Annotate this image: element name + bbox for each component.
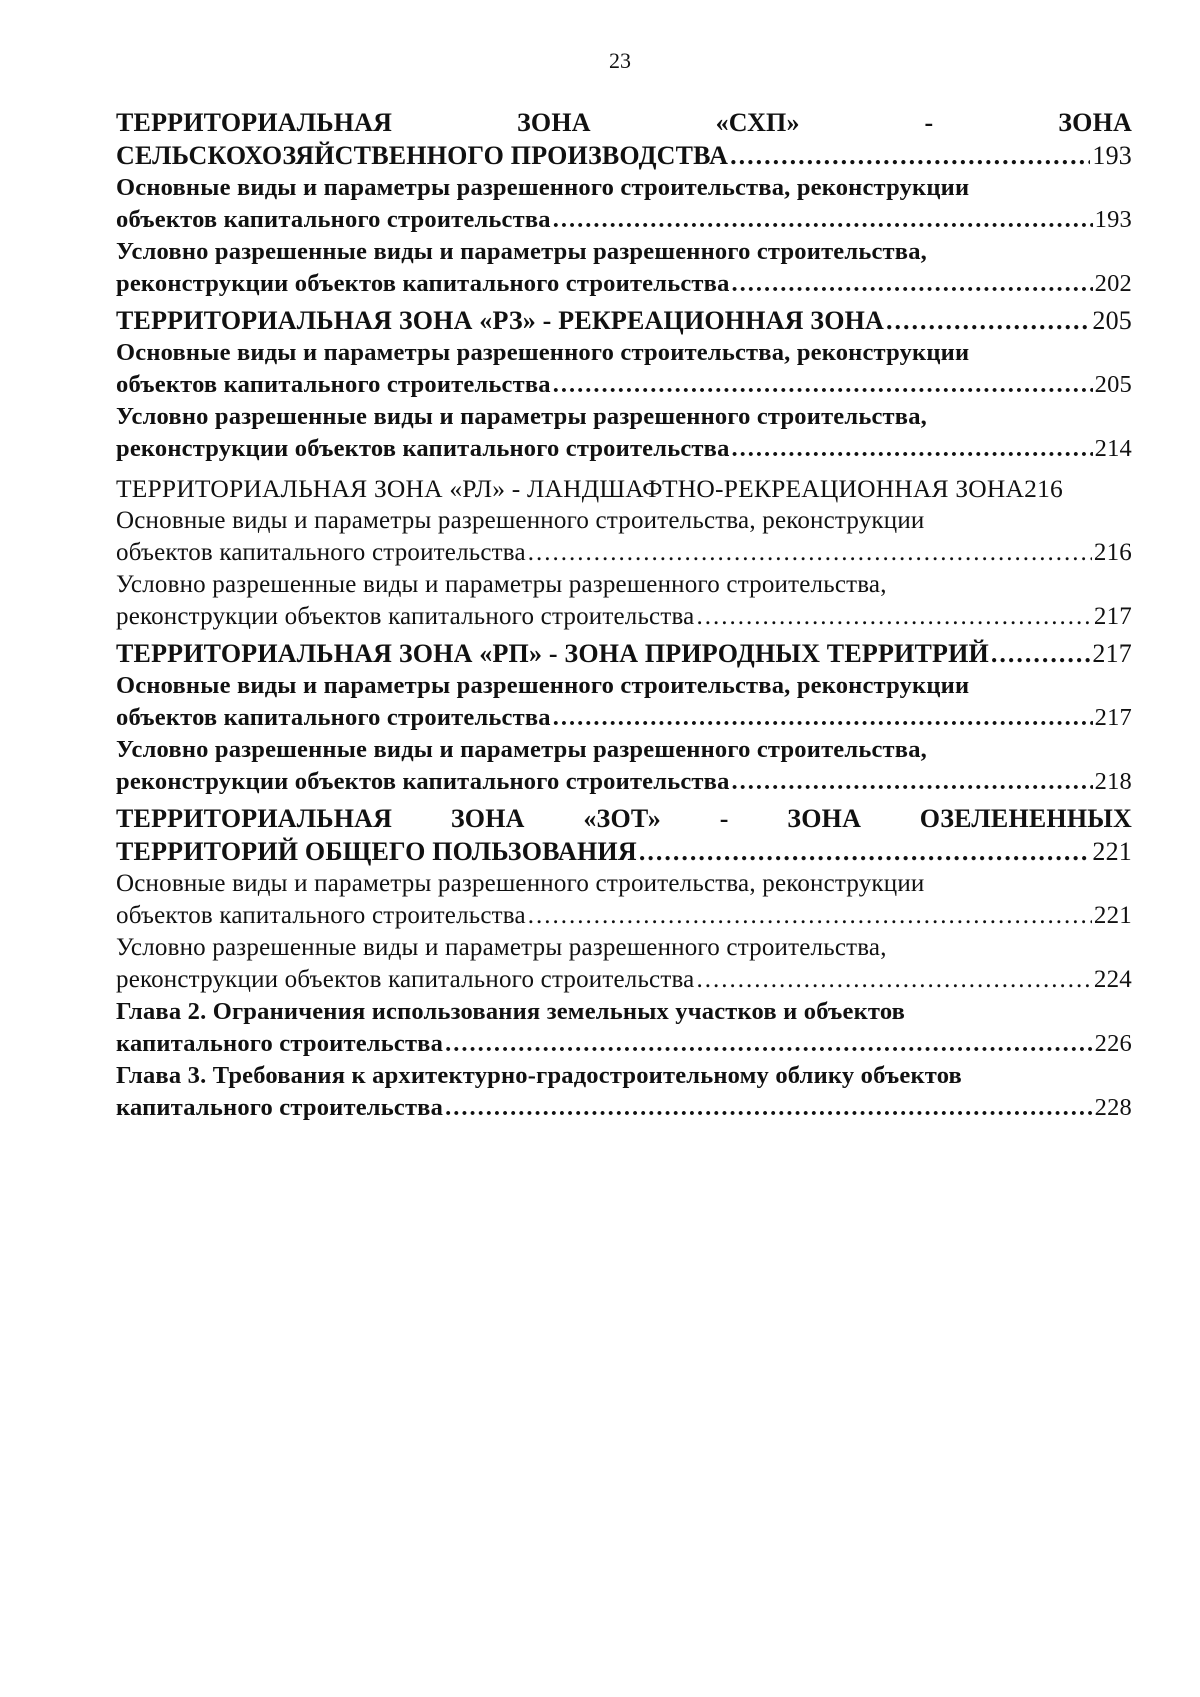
dot-leader: [445, 1028, 1093, 1060]
toc-page-number: 228: [1094, 1094, 1132, 1121]
toc-entry-lead: [116, 802, 1132, 835]
dot-leader: [696, 601, 1091, 633]
dot-leader: [732, 433, 1093, 465]
toc-entry-inline: ТЕРРИТОРИАЛЬНАЯ ЗОНА «РЛ» - ЛАНДШАФТНО-РЕКРЕАЦИОННАЯ ЗОНА216: [116, 474, 1063, 503]
lead-word: -: [924, 108, 934, 137]
toc-entry-lead: [116, 106, 1132, 139]
toc-entry-tail: реконструкции объектов капитального строительства: [116, 270, 730, 297]
dot-leader: [528, 537, 1092, 569]
toc-entry-lead: Условно разрешенные виды и параметры разрешенного строительства,: [116, 736, 927, 763]
dot-leader: [553, 204, 1093, 236]
page-number: 23: [609, 48, 631, 73]
toc-entry-chapter-2[interactable]: [116, 996, 1132, 1060]
toc-page-number: 205: [1092, 306, 1132, 335]
lead-word: ЗОНА: [1058, 108, 1132, 137]
dot-leader: [528, 900, 1092, 932]
toc-entry-lead: Условно разрешенные виды и параметры разрешенного строительства,: [116, 571, 887, 598]
lead-word: -: [719, 804, 729, 833]
toc-entry-tail: объектов капитального строительства: [116, 704, 551, 731]
lead-word: «СХП»: [715, 108, 800, 137]
toc-page-number: 217: [1093, 603, 1132, 630]
toc-entry-tail: реконструкции объектов капитального строительства: [116, 435, 730, 462]
toc-entry-lead: Условно разрешенные виды и параметры разрешенного строительства,: [116, 403, 927, 430]
toc-page-number: 217: [1092, 639, 1132, 668]
toc-page-number: 218: [1094, 768, 1132, 795]
toc-entry-zone-zot[interactable]: [116, 802, 1132, 868]
toc-entry-basic-uses[interactable]: [116, 505, 1132, 569]
toc-entry-chapter-3[interactable]: [116, 1060, 1132, 1124]
toc-page-number: 226: [1094, 1030, 1132, 1057]
toc-entry-conditional-uses[interactable]: [116, 401, 1132, 465]
toc-entry-lead: Основные виды и параметры разрешенного строительства, реконструкции: [116, 339, 970, 366]
toc-entry-lead: Основные виды и параметры разрешенного строительства, реконструкции: [116, 507, 925, 534]
toc-entry-lead: Глава 3. Требования к архитектурно-градостроительному облику объектов: [116, 1062, 962, 1089]
dot-leader: [639, 835, 1091, 868]
toc-entry-lead: Условно разрешенные виды и параметры разрешенного строительства,: [116, 934, 887, 961]
toc-page-number: 221: [1092, 837, 1132, 866]
toc-entry-tail: реконструкции объектов капитального строительства: [116, 768, 730, 795]
toc-entry-zone-rp[interactable]: [116, 637, 1132, 670]
toc-entry-tail: ТЕРРИТОРИАЛЬНАЯ ЗОНА «РЗ» - РЕКРЕАЦИОННАЯ ЗОНА: [116, 306, 885, 335]
lead-word: ТЕРРИТОРИАЛЬНАЯ: [116, 804, 393, 833]
toc-entry-lead: Условно разрешенные виды и параметры разрешенного строительства,: [116, 238, 927, 265]
toc-entry-lead: Глава 2. Ограничения использования земельных участков и объектов: [116, 998, 906, 1025]
toc-entry-tail: объектов капитального строительства: [116, 902, 526, 929]
toc-page-number: 193: [1092, 141, 1132, 170]
toc-entry-tail: объектов капитального строительства: [116, 539, 526, 566]
toc-page-number: 216: [1093, 539, 1132, 566]
toc-entry-conditional-uses[interactable]: [116, 569, 1132, 633]
lead-word: ОЗЕЛЕНЕННЫХ: [919, 804, 1132, 833]
toc-entry-basic-uses[interactable]: [116, 868, 1132, 932]
dot-leader: [886, 304, 1090, 337]
toc-entry-tail: реконструкции объектов капитального строительства: [116, 603, 695, 630]
toc-entry-basic-uses[interactable]: [116, 337, 1132, 401]
lead-word: ТЕРРИТОРИАЛЬНАЯ: [116, 108, 393, 137]
toc-entry-zone-rl[interactable]: [116, 473, 1132, 505]
toc-page-number: 214: [1094, 435, 1132, 462]
toc-entry-tail: реконструкции объектов капитального строительства: [116, 966, 695, 993]
toc-entry-basic-uses[interactable]: [116, 172, 1132, 236]
toc-entry-tail: капитального строительства: [116, 1094, 444, 1121]
dot-leader: [696, 964, 1091, 996]
dot-leader: [730, 139, 1090, 172]
lead-word: ЗОНА: [787, 804, 862, 833]
lead-word: ЗОНА: [516, 108, 591, 137]
toc-entry-tail: объектов капитального строительства: [116, 371, 551, 398]
toc-entry-basic-uses[interactable]: [116, 670, 1132, 734]
dot-leader: [445, 1092, 1093, 1124]
dot-leader: [732, 268, 1093, 300]
dot-leader: [732, 766, 1093, 798]
toc-entry-zone-shp[interactable]: [116, 106, 1132, 172]
toc-entry-tail: ТЕРРИТОРИЙ ОБЩЕГО ПОЛЬЗОВАНИЯ: [116, 837, 637, 866]
toc-entry-lead: Основные виды и параметры разрешенного строительства, реконструкции: [116, 174, 970, 201]
toc-entry-conditional-uses[interactable]: [116, 932, 1132, 996]
lead-word: ЗОНА: [450, 804, 525, 833]
toc-page-number: 205: [1094, 371, 1132, 398]
dot-leader: [553, 702, 1093, 734]
toc-page-number: 224: [1093, 966, 1132, 993]
toc-page-number: 217: [1094, 704, 1132, 731]
toc-page-number: 221: [1093, 902, 1132, 929]
toc-page-number: 193: [1094, 206, 1132, 233]
lead-word: «ЗОТ»: [583, 804, 661, 833]
dot-leader: [553, 369, 1093, 401]
toc-entry-zone-rz[interactable]: [116, 304, 1132, 337]
toc-entry-tail: СЕЛЬСКОХОЗЯЙСТВЕННОГО ПРОИЗВОДСТВА: [116, 141, 729, 170]
toc-entry-conditional-uses[interactable]: [116, 734, 1132, 798]
toc-entry-tail: объектов капитального строительства: [116, 206, 551, 233]
table-of-contents: [116, 102, 1132, 1124]
toc-entry-conditional-uses[interactable]: [116, 236, 1132, 300]
dot-leader: [991, 637, 1090, 670]
toc-page-number: 202: [1094, 270, 1132, 297]
toc-entry-lead: Основные виды и параметры разрешенного строительства, реконструкции: [116, 672, 970, 699]
toc-entry-tail: ТЕРРИТОРИАЛЬНАЯ ЗОНА «РП» - ЗОНА ПРИРОДНЫХ ТЕРРИТРИЙ: [116, 639, 989, 668]
toc-entry-tail: капитального строительства: [116, 1030, 444, 1057]
toc-entry-lead: Основные виды и параметры разрешенного строительства, реконструкции: [116, 870, 925, 897]
